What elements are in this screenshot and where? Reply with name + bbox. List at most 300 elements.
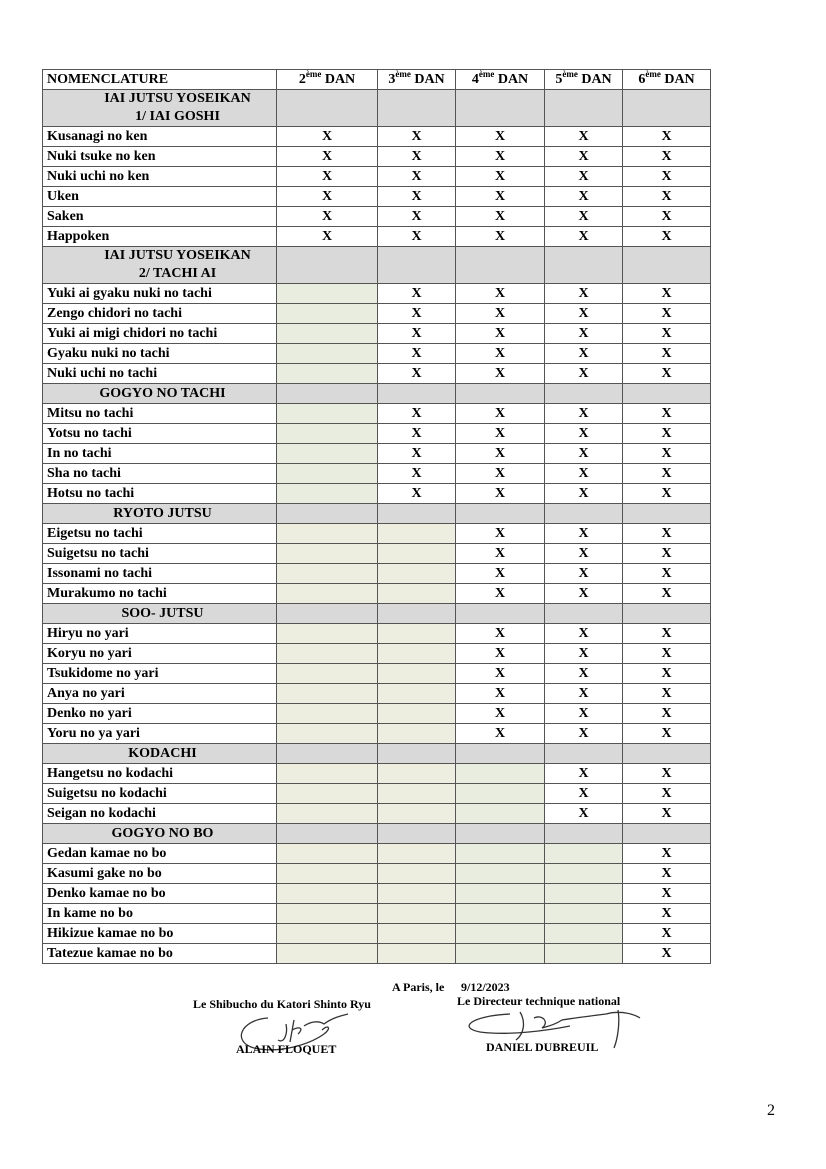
technique-name: Hotsu no tachi	[43, 484, 277, 504]
requirement-mark: X	[545, 724, 623, 744]
requirement-mark: X	[545, 444, 623, 464]
requirement-mark: X	[378, 324, 456, 344]
left-signatory-name: ALAIN FLOQUET	[236, 1042, 337, 1056]
section-header-row	[43, 504, 711, 524]
section-header-cell	[378, 504, 456, 524]
requirement-mark: X	[545, 344, 623, 364]
requirement-mark: X	[456, 584, 545, 604]
requirement-mark: X	[623, 227, 711, 247]
technique-name: Kasumi gake no bo	[43, 864, 277, 884]
dan-ordinal-suffix: ème	[478, 69, 495, 79]
table-row	[43, 187, 711, 207]
dan-column-header	[545, 70, 623, 90]
section-title-line: GOGYO NO BO	[111, 825, 214, 841]
section-title-line: 2/ TACHI AI	[138, 266, 217, 281]
section-header-cell	[277, 384, 378, 404]
table-row	[43, 784, 711, 804]
requirement-empty	[378, 644, 456, 664]
right-signatory-title: Le Directeur technique national	[457, 994, 621, 1008]
section-header-cell	[545, 604, 623, 624]
requirement-mark: X	[456, 464, 545, 484]
requirement-mark: X	[623, 324, 711, 344]
technique-name: Yuki ai gyaku nuki no tachi	[43, 284, 277, 304]
requirement-mark: X	[623, 764, 711, 784]
technique-name: Saken	[43, 207, 277, 227]
section-header-cell	[277, 90, 378, 127]
requirement-mark: X	[623, 784, 711, 804]
section-title-line: KODACHI	[128, 745, 197, 761]
requirement-mark: X	[623, 904, 711, 924]
technique-name: Nuki tsuke no ken	[43, 147, 277, 167]
section-header-cell	[545, 90, 623, 127]
requirement-mark: X	[623, 424, 711, 444]
requirement-empty	[378, 944, 456, 964]
dan-number: 5	[555, 71, 563, 87]
table-row	[43, 664, 711, 684]
requirement-empty	[277, 804, 378, 824]
table-row	[43, 524, 711, 544]
requirement-mark: X	[623, 207, 711, 227]
requirement-empty	[277, 324, 378, 344]
grade-requirements-table	[42, 69, 711, 964]
table-row	[43, 147, 711, 167]
table-row	[43, 404, 711, 424]
requirement-empty	[378, 804, 456, 824]
dan-column-header	[378, 70, 456, 90]
section-title	[43, 604, 277, 624]
technique-name: Suigetsu no kodachi	[43, 784, 277, 804]
requirement-mark: X	[545, 227, 623, 247]
requirement-empty	[456, 844, 545, 864]
table-row	[43, 227, 711, 247]
requirement-empty	[378, 924, 456, 944]
requirement-empty	[277, 664, 378, 684]
section-header-cell	[545, 744, 623, 764]
requirement-mark: X	[378, 207, 456, 227]
section-title-line: RYOTO JUTSU	[113, 505, 212, 521]
dan-label: DAN	[497, 71, 529, 87]
technique-name: Hiryu no yari	[43, 624, 277, 644]
technique-name: Yoru no ya yari	[43, 724, 277, 744]
section-header-cell	[456, 384, 545, 404]
requirement-empty	[378, 664, 456, 684]
section-header-cell	[378, 247, 456, 284]
technique-name: Hikizue kamae no bo	[43, 924, 277, 944]
requirement-empty	[378, 844, 456, 864]
requirement-empty	[277, 444, 378, 464]
requirement-mark: X	[545, 147, 623, 167]
section-title	[43, 90, 277, 127]
requirement-mark: X	[378, 147, 456, 167]
requirement-empty	[545, 884, 623, 904]
section-title-line: 1/ IAI GOSHI	[135, 109, 220, 124]
technique-name: Murakumo no tachi	[43, 584, 277, 604]
table-row	[43, 924, 711, 944]
section-header-cell	[545, 504, 623, 524]
section-header-cell	[456, 744, 545, 764]
requirement-empty	[277, 524, 378, 544]
section-header-cell	[378, 824, 456, 844]
requirement-empty	[456, 864, 545, 884]
requirement-empty	[545, 944, 623, 964]
requirement-mark: X	[456, 167, 545, 187]
section-header-cell	[545, 247, 623, 284]
requirement-mark: X	[545, 784, 623, 804]
requirement-mark: X	[456, 544, 545, 564]
dan-column-header	[623, 70, 711, 90]
section-header-cell	[623, 504, 711, 524]
requirement-mark: X	[545, 484, 623, 504]
section-header-cell	[456, 90, 545, 127]
requirement-mark: X	[545, 664, 623, 684]
table-row	[43, 624, 711, 644]
dan-label: DAN	[664, 71, 695, 87]
requirement-mark: X	[623, 127, 711, 147]
requirement-mark: X	[623, 644, 711, 664]
section-header-cell	[623, 90, 711, 127]
dan-number: 4	[471, 71, 479, 87]
requirement-mark: X	[378, 484, 456, 504]
signature-date: 9/12/2023	[461, 980, 510, 994]
requirement-empty	[277, 584, 378, 604]
requirement-mark: X	[456, 444, 545, 464]
requirement-mark: X	[623, 564, 711, 584]
requirement-empty	[277, 464, 378, 484]
requirement-empty	[277, 684, 378, 704]
requirement-mark: X	[378, 284, 456, 304]
section-title	[43, 824, 277, 844]
section-header-cell	[623, 824, 711, 844]
section-header-row	[43, 744, 711, 764]
requirement-empty	[456, 944, 545, 964]
requirement-mark: X	[456, 207, 545, 227]
requirement-empty	[378, 524, 456, 544]
technique-name: In no tachi	[43, 444, 277, 464]
requirement-empty	[277, 864, 378, 884]
requirement-mark: X	[378, 364, 456, 384]
section-header-cell	[378, 604, 456, 624]
requirement-mark: X	[623, 167, 711, 187]
requirement-mark: X	[545, 764, 623, 784]
requirement-mark: X	[456, 524, 545, 544]
table-row	[43, 564, 711, 584]
section-header-row	[43, 824, 711, 844]
requirement-mark: X	[456, 664, 545, 684]
dan-number: 6	[638, 71, 646, 87]
table-row	[43, 904, 711, 924]
table-row	[43, 544, 711, 564]
requirement-mark: X	[545, 584, 623, 604]
technique-name: Seigan no kodachi	[43, 804, 277, 824]
requirement-empty	[277, 924, 378, 944]
requirement-mark: X	[456, 324, 545, 344]
requirement-mark: X	[456, 147, 545, 167]
requirement-empty	[378, 624, 456, 644]
page-number: 2	[767, 1102, 775, 1119]
section-header-cell	[545, 824, 623, 844]
requirement-mark: X	[623, 584, 711, 604]
requirement-empty	[545, 844, 623, 864]
requirement-mark: X	[623, 924, 711, 944]
requirement-empty	[456, 804, 545, 824]
requirement-mark: X	[623, 544, 711, 564]
section-header-cell	[277, 824, 378, 844]
requirement-mark: X	[456, 644, 545, 664]
table-row	[43, 167, 711, 187]
technique-name: Suigetsu no tachi	[43, 544, 277, 564]
requirement-mark: X	[545, 167, 623, 187]
dan-label: DAN	[414, 71, 445, 87]
requirement-mark: X	[623, 844, 711, 864]
requirement-empty	[277, 404, 378, 424]
requirement-mark: X	[623, 944, 711, 964]
section-header-cell	[456, 604, 545, 624]
requirement-mark: X	[378, 404, 456, 424]
table-row	[43, 804, 711, 824]
requirement-mark: X	[545, 704, 623, 724]
requirement-mark: X	[456, 404, 545, 424]
technique-name: Tsukidome no yari	[43, 664, 277, 684]
requirement-mark: X	[545, 187, 623, 207]
requirement-empty	[378, 904, 456, 924]
requirement-mark: X	[456, 484, 545, 504]
requirement-empty	[378, 864, 456, 884]
section-header-cell	[456, 824, 545, 844]
requirement-empty	[456, 784, 545, 804]
section-header-cell	[456, 504, 545, 524]
requirement-empty	[456, 924, 545, 944]
requirement-mark: X	[623, 404, 711, 424]
requirement-mark: X	[623, 524, 711, 544]
table-row	[43, 364, 711, 384]
requirement-mark: X	[378, 464, 456, 484]
requirement-mark: X	[545, 564, 623, 584]
requirement-empty	[378, 764, 456, 784]
right-signatory-name: DANIEL DUBREUIL	[486, 1040, 599, 1054]
section-title	[43, 744, 277, 764]
section-header-cell	[277, 504, 378, 524]
technique-name: Kusanagi no ken	[43, 127, 277, 147]
requirement-mark: X	[623, 147, 711, 167]
requirement-mark: X	[456, 227, 545, 247]
requirement-empty	[456, 884, 545, 904]
technique-name: Gyaku nuki no tachi	[43, 344, 277, 364]
section-header-cell	[378, 90, 456, 127]
section-title-line: GOGYO NO TACHI	[99, 385, 226, 401]
requirement-mark: X	[456, 684, 545, 704]
requirement-empty	[545, 904, 623, 924]
requirement-mark: X	[545, 207, 623, 227]
requirement-mark: X	[277, 207, 378, 227]
requirement-mark: X	[545, 804, 623, 824]
requirement-mark: X	[545, 404, 623, 424]
technique-name: Nuki uchi no tachi	[43, 364, 277, 384]
requirement-empty	[277, 364, 378, 384]
technique-name: Yuki ai migi chidori no tachi	[43, 324, 277, 344]
requirement-mark: X	[378, 444, 456, 464]
section-header-row	[43, 604, 711, 624]
section-title	[43, 247, 277, 284]
requirement-mark: X	[623, 187, 711, 207]
requirement-mark: X	[545, 524, 623, 544]
table-row	[43, 324, 711, 344]
section-header-cell	[378, 384, 456, 404]
requirement-mark: X	[623, 344, 711, 364]
dan-label: DAN	[581, 71, 612, 87]
technique-name: Uken	[43, 187, 277, 207]
requirement-mark: X	[456, 187, 545, 207]
dan-ordinal-suffix: ème	[395, 69, 411, 79]
table-row	[43, 724, 711, 744]
dan-ordinal-suffix: ème	[562, 69, 578, 79]
section-header-row	[43, 247, 711, 284]
requirement-empty	[277, 544, 378, 564]
requirement-empty	[277, 284, 378, 304]
requirement-mark: X	[456, 424, 545, 444]
requirement-mark: X	[623, 444, 711, 464]
dan-ordinal-suffix: ème	[645, 69, 661, 79]
requirement-mark: X	[456, 284, 545, 304]
section-header-cell	[277, 247, 378, 284]
section-header-cell	[623, 744, 711, 764]
table-row	[43, 484, 711, 504]
requirement-mark: X	[545, 644, 623, 664]
section-header-cell	[623, 384, 711, 404]
section-header-cell	[545, 384, 623, 404]
requirement-empty	[277, 644, 378, 664]
requirement-mark: X	[378, 424, 456, 444]
section-title-line: SOO- JUTSU	[121, 605, 204, 621]
requirement-empty	[277, 944, 378, 964]
requirement-empty	[277, 724, 378, 744]
requirement-mark: X	[277, 127, 378, 147]
requirement-mark: X	[623, 304, 711, 324]
section-title-line: IAI JUTSU YOSEIKAN	[104, 91, 251, 106]
requirement-empty	[277, 564, 378, 584]
technique-name: Yotsu no tachi	[43, 424, 277, 444]
requirement-empty	[277, 784, 378, 804]
table-row	[43, 864, 711, 884]
section-header-cell	[623, 247, 711, 284]
dan-ordinal-suffix: ème	[305, 69, 322, 79]
requirement-mark: X	[545, 324, 623, 344]
requirement-empty	[378, 564, 456, 584]
requirement-mark: X	[623, 704, 711, 724]
technique-name: Mitsu no tachi	[43, 404, 277, 424]
section-title	[43, 504, 277, 524]
requirement-mark: X	[378, 187, 456, 207]
table-row	[43, 424, 711, 444]
requirement-mark: X	[456, 127, 545, 147]
requirement-mark: X	[623, 464, 711, 484]
table-row	[43, 284, 711, 304]
requirement-mark: X	[277, 227, 378, 247]
requirement-empty	[277, 424, 378, 444]
dan-column-header	[277, 70, 378, 90]
requirement-mark: X	[623, 484, 711, 504]
section-header-cell	[623, 604, 711, 624]
section-header-row	[43, 384, 711, 404]
dan-number: 2	[298, 71, 306, 87]
section-title-line: IAI JUTSU YOSEIKAN	[104, 248, 251, 263]
table-row	[43, 444, 711, 464]
requirement-empty	[545, 924, 623, 944]
section-header-cell	[456, 247, 545, 284]
table-row	[43, 644, 711, 664]
requirement-mark: X	[545, 464, 623, 484]
requirement-mark: X	[456, 304, 545, 324]
requirement-mark: X	[545, 284, 623, 304]
section-title	[43, 384, 277, 404]
technique-name: Denko kamae no bo	[43, 884, 277, 904]
table-row	[43, 944, 711, 964]
table-row	[43, 764, 711, 784]
requirement-mark: X	[545, 684, 623, 704]
requirement-mark: X	[545, 304, 623, 324]
requirement-mark: X	[623, 804, 711, 824]
requirement-mark: X	[378, 127, 456, 147]
requirement-mark: X	[378, 344, 456, 364]
section-header-cell	[277, 744, 378, 764]
technique-name: Nuki uchi no ken	[43, 167, 277, 187]
requirement-empty	[378, 724, 456, 744]
requirement-mark: X	[456, 564, 545, 584]
table-row	[43, 464, 711, 484]
technique-name: Hangetsu no kodachi	[43, 764, 277, 784]
requirement-empty	[378, 544, 456, 564]
requirement-empty	[378, 784, 456, 804]
technique-name: In kame no bo	[43, 904, 277, 924]
dan-number: 3	[388, 71, 396, 87]
technique-name: Gedan kamae no bo	[43, 844, 277, 864]
dan-label: DAN	[324, 71, 356, 87]
requirement-mark: X	[277, 167, 378, 187]
section-header-cell	[277, 604, 378, 624]
requirement-empty	[277, 344, 378, 364]
table-row	[43, 884, 711, 904]
requirement-mark: X	[456, 724, 545, 744]
requirement-empty	[378, 684, 456, 704]
requirement-mark: X	[623, 364, 711, 384]
requirement-empty	[378, 704, 456, 724]
technique-name: Denko no yari	[43, 704, 277, 724]
place-label: A Paris, le	[392, 980, 445, 994]
table-row	[43, 127, 711, 147]
requirement-mark: X	[545, 424, 623, 444]
requirement-empty	[545, 864, 623, 884]
requirement-mark: X	[277, 187, 378, 207]
requirement-mark: X	[545, 624, 623, 644]
technique-name: Zengo chidori no tachi	[43, 304, 277, 324]
technique-name: Happoken	[43, 227, 277, 247]
requirement-empty	[277, 764, 378, 784]
technique-name: Issonami no tachi	[43, 564, 277, 584]
requirement-mark: X	[456, 344, 545, 364]
requirement-mark: X	[545, 127, 623, 147]
technique-name: Sha no tachi	[43, 464, 277, 484]
table-row	[43, 704, 711, 724]
requirement-mark: X	[545, 364, 623, 384]
requirement-mark: X	[623, 664, 711, 684]
technique-name: Koryu no yari	[43, 644, 277, 664]
section-header-cell	[378, 744, 456, 764]
requirement-empty	[277, 904, 378, 924]
requirement-mark: X	[456, 704, 545, 724]
requirement-empty	[277, 304, 378, 324]
requirement-empty	[378, 584, 456, 604]
requirement-mark: X	[545, 544, 623, 564]
table-row	[43, 684, 711, 704]
